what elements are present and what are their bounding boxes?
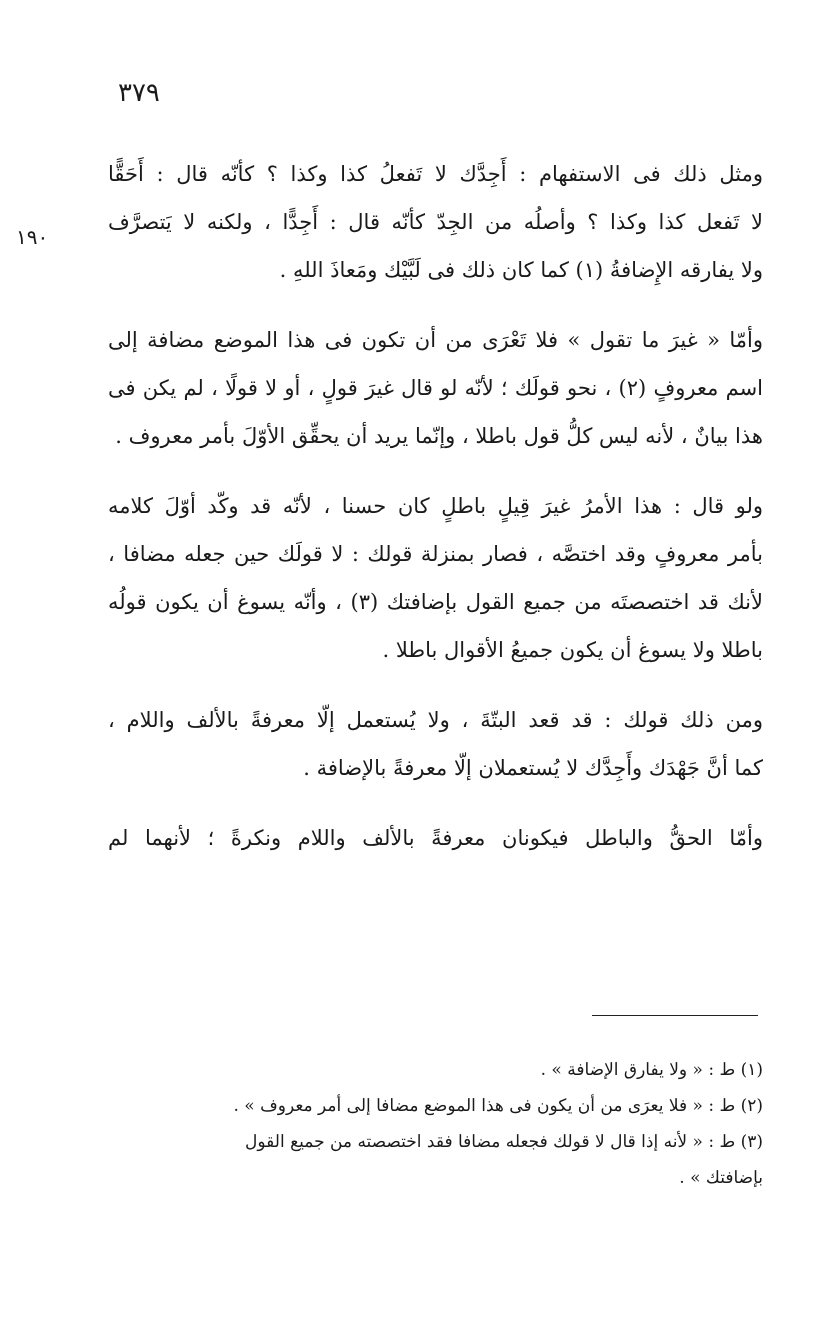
footnote-3: (٣) ط : « لأنه إذا قال لا قولك فجعله مضافا فقد اختصصته من جميع القول — [245, 1132, 763, 1152]
paragraph-5 — [108, 814, 763, 862]
text-line: باطلا ولا يسوغ أن يكون جميعُ الأقوال باطلا . — [382, 638, 763, 662]
page-number: ٣٧٩ — [118, 78, 160, 108]
footnote-separator — [592, 1015, 758, 1016]
footnotes — [108, 1052, 763, 1196]
text-line: وأمّا « غيرَ ما تقول » فلا تَعْرَى من أن تكون فى هذا الموضع مضافة إلى — [108, 328, 763, 352]
paragraph-2 — [108, 316, 763, 460]
body-text — [108, 150, 763, 884]
text-line: لأنك قد اختصصتَه من جميع القول بإضافتك (٣) ، وأنّه يسوغ أن يكون قولُه — [108, 590, 763, 614]
footnote-3-continuation: بإضافتك » . — [679, 1168, 763, 1188]
text-line: ولو قال : هذا الأمرُ غيرَ قِيلٍ باطلٍ كان حسنا ، لأنّه قد وكّد أوّلَ كلامه — [108, 494, 763, 518]
text-line: لا تَفعل كذا وكذا ؟ وأصلُه من الجِدّ كأنّه قال : أَجِدًّا ، ولكنه لا يَتصرَّف — [108, 210, 763, 234]
paragraph-1 — [108, 150, 763, 294]
text-line: وأمّا الحقُّ والباطل فيكونان معرفةً بالألف واللام ونكرةً ؛ لأنهما لم — [108, 826, 763, 850]
text-line: ومن ذلك قولك : قد قعد البتّةَ ، ولا يُستعمل إلّا معرفةً بالألف واللام ، — [108, 708, 763, 732]
paragraph-4 — [108, 696, 763, 792]
footnote-1: (١) ط : « ولا يفارق الإضافة » . — [540, 1060, 763, 1080]
text-line: اسم معروفٍ (٢) ، نحو قولَك ؛ لأنّه لو قال غيرَ قولٍ ، أو لا قولًا ، لم يكن فى — [108, 376, 763, 400]
text-line: بأمر معروفٍ وقد اختصَّه ، فصار بمنزلة قولك : لا قولَك حين جعله مضافا ، — [108, 542, 763, 566]
paragraph-3 — [108, 482, 763, 674]
text-line: ولا يفارقه الإِضافةُ (١) كما كان ذلك فى لَبَّيْك ومَعاذَ اللهِ . — [279, 258, 763, 282]
margin-line-number: ١٩٠ — [16, 225, 49, 249]
text-line: ومثل ذلك فى الاستفهام : أَجِدَّك لا تَفعلُ كذا وكذا ؟ كأنّه قال : أَحَقًّا — [108, 162, 763, 186]
footnote-2: (٢) ط : « فلا يعرَى من أن يكون فى هذا الموضع مضافا إلى أمر معروف » . — [233, 1096, 763, 1116]
text-line: كما أنَّ جَهْدَك وأَجِدَّك لا يُستعملان إلّا معرفةً بالإضافة . — [303, 756, 763, 780]
text-line: هذا بيانٌ ، لأنه ليس كلُّ قول باطلا ، وإنّما يريد أن يحقِّق الأوّلَ بأمر معروف . — [115, 424, 763, 448]
